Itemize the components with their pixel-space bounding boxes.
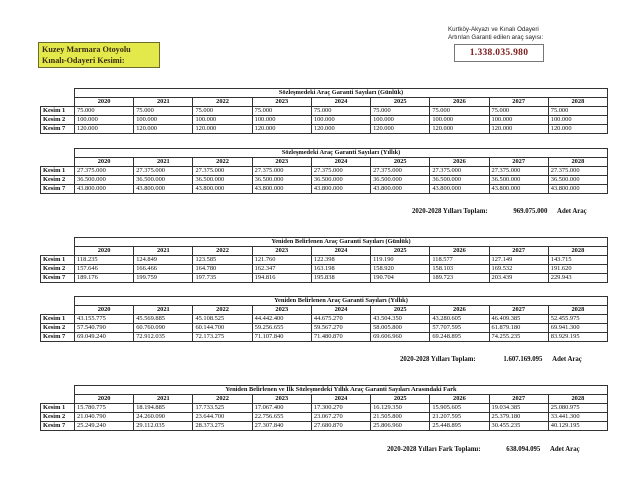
- year-header: 2027: [489, 395, 548, 404]
- year-header: 2025: [371, 98, 430, 107]
- table-cell: 195.838: [311, 274, 370, 283]
- revised-yearly-table: [40, 296, 608, 342]
- corner-blank: [41, 98, 75, 107]
- table-row: [41, 125, 608, 134]
- year-header: 2022: [193, 98, 252, 107]
- year-header: 2027: [489, 98, 548, 107]
- table-cell: 45.108.525: [193, 315, 252, 324]
- table-cell: 229.943: [548, 274, 607, 283]
- total-value: 638.094.095: [506, 446, 541, 453]
- table-row: [41, 116, 608, 125]
- table-cell: 157.646: [75, 265, 134, 274]
- year-header: 2026: [430, 98, 489, 107]
- year-header: 2026: [430, 306, 489, 315]
- corner-blank: [41, 395, 75, 404]
- year-header: 2021: [134, 98, 193, 107]
- table-cell: 36.500.000: [548, 176, 607, 185]
- table-cell: 33.441.300: [548, 413, 607, 422]
- table-cell: 36.500.000: [371, 176, 430, 185]
- contract-yearly-table: [40, 148, 608, 194]
- table-cell: 25.080.975: [548, 404, 607, 413]
- table-cell: 169.532: [489, 265, 548, 274]
- row-label: Kesim 7: [41, 422, 75, 431]
- table-cell: 36.500.000: [311, 176, 370, 185]
- corner-blank: [41, 158, 75, 167]
- year-header: 2028: [548, 158, 607, 167]
- year-header: 2024: [311, 247, 370, 256]
- table-cell: 69.606.960: [371, 333, 430, 342]
- table-title: Sözleşmedeki Araç Garanti Sayıları (Günlük): [75, 89, 608, 98]
- table-cell: 100.000: [489, 116, 548, 125]
- row-label: Kesim 2: [41, 413, 75, 422]
- table-cell: 75.000: [311, 107, 370, 116]
- table-row: [41, 413, 608, 422]
- table-cell: 189.723: [430, 274, 489, 283]
- total-value: 969.075.000: [513, 208, 548, 215]
- section-title: [38, 42, 160, 68]
- table-cell: 75.000: [134, 107, 193, 116]
- table-cell: 36.500.000: [75, 176, 134, 185]
- year-header: 2020: [75, 306, 134, 315]
- year-header: 2021: [134, 306, 193, 315]
- table-cell: 60.144.700: [193, 324, 252, 333]
- table-title: Yeniden Belirlenen ve İlk Sözleşmedeki Yıllık Araç Garanti Sayıları Arasındaki Fark: [75, 386, 608, 395]
- corner-blank: [41, 247, 75, 256]
- contract-daily-table: [40, 88, 608, 134]
- year-header: 2022: [193, 306, 252, 315]
- table-cell: 120.000: [311, 125, 370, 134]
- table-cell: 43.800.000: [75, 185, 134, 194]
- table-cell: 16.129.350: [371, 404, 430, 413]
- table-cell: 18.194.885: [134, 404, 193, 413]
- total-unit: Adet Araç: [557, 208, 587, 215]
- table-cell: 25.448.895: [430, 422, 489, 431]
- table-cell: 28.373.275: [193, 422, 252, 431]
- table-cell: 29.112.035: [134, 422, 193, 431]
- total-value: 1.607.169.095: [503, 356, 543, 363]
- table-cell: 27.375.000: [193, 167, 252, 176]
- year-header: 2025: [371, 247, 430, 256]
- year-header: 2027: [489, 247, 548, 256]
- year-header: 2021: [134, 247, 193, 256]
- table-cell: 21.505.800: [371, 413, 430, 422]
- table-cell: 83.929.195: [548, 333, 607, 342]
- table-cell: 15.905.605: [430, 404, 489, 413]
- table-cell: 120.000: [193, 125, 252, 134]
- total-unit: Adet Araç: [549, 446, 580, 453]
- table-cell: 40.129.195: [548, 422, 607, 431]
- table-cell: 30.455.235: [489, 422, 548, 431]
- table-cell: 21.040.790: [75, 413, 134, 422]
- corner-blank: [41, 386, 75, 395]
- table-cell: 43.800.000: [489, 185, 548, 194]
- table-cell: 43.800.000: [311, 185, 370, 194]
- year-header: 2023: [252, 306, 311, 315]
- table-cell: 71.107.840: [252, 333, 311, 342]
- table-cell: 75.000: [371, 107, 430, 116]
- year-header: 2020: [75, 247, 134, 256]
- table-cell: 27.375.000: [134, 167, 193, 176]
- table-cell: 100.000: [75, 116, 134, 125]
- year-header: 2028: [548, 247, 607, 256]
- table-cell: 69.941.300: [548, 324, 607, 333]
- table-cell: 118.235: [75, 256, 134, 265]
- table-cell: 43.280.605: [430, 315, 489, 324]
- table-cell: 69.248.895: [430, 333, 489, 342]
- table-cell: 121.760: [252, 256, 311, 265]
- increase-value-box: 1.338.035.980: [454, 44, 544, 62]
- total-revised-yearly: [400, 356, 582, 363]
- table-cell: 36.500.000: [489, 176, 548, 185]
- table-cell: 189.176: [75, 274, 134, 283]
- year-header: 2022: [193, 247, 252, 256]
- table-cell: 27.375.000: [371, 167, 430, 176]
- row-label: Kesim 7: [41, 185, 75, 194]
- table-cell: 69.049.240: [75, 333, 134, 342]
- increase-label: [448, 26, 608, 42]
- table-cell: 36.500.000: [134, 176, 193, 185]
- corner-blank: [41, 297, 75, 306]
- table-cell: 17.300.270: [311, 404, 370, 413]
- table-cell: 164.780: [193, 265, 252, 274]
- table-cell: 158.103: [430, 265, 489, 274]
- table-cell: 100.000: [134, 116, 193, 125]
- table-cell: 75.000: [252, 107, 311, 116]
- table-cell: 166.466: [134, 265, 193, 274]
- row-label: Kesim 7: [41, 274, 75, 283]
- table-cell: 60.760.090: [134, 324, 193, 333]
- year-header: 2028: [548, 98, 607, 107]
- table-cell: 27.375.000: [430, 167, 489, 176]
- table-cell: 120.000: [75, 125, 134, 134]
- increase-label-line-2: Artırılan Garanti edilen araç sayısı:: [448, 34, 544, 41]
- table-cell: 43.800.000: [252, 185, 311, 194]
- table-cell: 100.000: [193, 116, 252, 125]
- table-cell: 25.806.960: [371, 422, 430, 431]
- table-cell: 36.500.000: [252, 176, 311, 185]
- year-header: 2020: [75, 395, 134, 404]
- table-cell: 71.480.870: [311, 333, 370, 342]
- table-cell: 118.577: [430, 256, 489, 265]
- difference-yearly-table: [40, 385, 608, 431]
- table-cell: 72.912.035: [134, 333, 193, 342]
- table-row: [41, 176, 608, 185]
- table-cell: 45.569.885: [134, 315, 193, 324]
- table-cell: 43.800.000: [134, 185, 193, 194]
- year-header: 2021: [134, 395, 193, 404]
- table-row: [41, 167, 608, 176]
- table-cell: 120.000: [430, 125, 489, 134]
- table-cell: 25.379.180: [489, 413, 548, 422]
- table-title: Yeniden Belirlenen Araç Garanti Sayıları (Günlük): [75, 238, 608, 247]
- year-header: 2023: [252, 158, 311, 167]
- table-cell: 100.000: [252, 116, 311, 125]
- table-cell: 120.000: [252, 125, 311, 134]
- table-cell: 162.347: [252, 265, 311, 274]
- table-cell: 194.816: [252, 274, 311, 283]
- table-cell: 59.567.270: [311, 324, 370, 333]
- total-label: 2020-2028 Yılları Toplam:: [412, 208, 488, 215]
- table-cell: 15.780.775: [75, 404, 134, 413]
- table-cell: 23.644.700: [193, 413, 252, 422]
- table-cell: 120.000: [134, 125, 193, 134]
- table-cell: 143.715: [548, 256, 607, 265]
- table-cell: 27.375.000: [252, 167, 311, 176]
- year-header: 2027: [489, 306, 548, 315]
- table-cell: 120.000: [548, 125, 607, 134]
- table-cell: 163.198: [311, 265, 370, 274]
- table-title: Yeniden Belirlenen Araç Garanti Sayıları (Yıllık): [75, 297, 608, 306]
- table-cell: 19.034.385: [489, 404, 548, 413]
- table-row: [41, 404, 608, 413]
- table-row: [41, 274, 608, 283]
- row-label: Kesim 2: [41, 265, 75, 274]
- table-cell: 75.000: [489, 107, 548, 116]
- table-cell: 44.442.400: [252, 315, 311, 324]
- table-cell: 46.409.385: [489, 315, 548, 324]
- table-row: [41, 107, 608, 116]
- row-label: Kesim 2: [41, 324, 75, 333]
- table-cell: 27.375.000: [311, 167, 370, 176]
- table-cell: 100.000: [548, 116, 607, 125]
- total-unit: Adet Araç: [552, 356, 582, 363]
- table-cell: 61.879.180: [489, 324, 548, 333]
- row-label: Kesim 7: [41, 333, 75, 342]
- table-cell: 203.439: [489, 274, 548, 283]
- table-cell: 27.375.000: [489, 167, 548, 176]
- table-cell: 74.255.235: [489, 333, 548, 342]
- row-label: Kesim 2: [41, 176, 75, 185]
- year-header: 2025: [371, 158, 430, 167]
- table-cell: 75.000: [75, 107, 134, 116]
- year-header: 2024: [311, 395, 370, 404]
- table-cell: 24.260.090: [134, 413, 193, 422]
- table-cell: 27.375.000: [75, 167, 134, 176]
- table-cell: 43.504.350: [371, 315, 430, 324]
- table-cell: 43.800.000: [371, 185, 430, 194]
- total-contract-yearly: [412, 208, 587, 215]
- table-cell: 57.540.790: [75, 324, 134, 333]
- total-difference: [387, 446, 580, 453]
- table-cell: 191.620: [548, 265, 607, 274]
- year-header: 2020: [75, 158, 134, 167]
- revised-daily-table: [40, 237, 608, 283]
- table-title: Sözleşmedeki Araç Garanti Sayıları (Yıllık): [75, 149, 608, 158]
- table-cell: 122.398: [311, 256, 370, 265]
- corner-blank: [41, 149, 75, 158]
- year-header: 2028: [548, 306, 607, 315]
- year-header: 2022: [193, 158, 252, 167]
- year-header: 2020: [75, 98, 134, 107]
- table-cell: 23.067.270: [311, 413, 370, 422]
- year-header: 2024: [311, 306, 370, 315]
- table-cell: 52.455.975: [548, 315, 607, 324]
- table-row: [41, 265, 608, 274]
- table-cell: 100.000: [371, 116, 430, 125]
- table-cell: 17.067.400: [252, 404, 311, 413]
- table-cell: 44.675.270: [311, 315, 370, 324]
- year-header: 2023: [252, 395, 311, 404]
- title-line-1: Kuzey Marmara Otoyolu: [42, 45, 131, 54]
- table-cell: 127.149: [489, 256, 548, 265]
- table-cell: 190.704: [371, 274, 430, 283]
- table-cell: 124.849: [134, 256, 193, 265]
- table-cell: 59.256.655: [252, 324, 311, 333]
- table-row: [41, 324, 608, 333]
- row-label: Kesim 1: [41, 315, 75, 324]
- table-cell: 199.759: [134, 274, 193, 283]
- table-cell: 21.207.595: [430, 413, 489, 422]
- total-label: 2020-2028 Yılları Toplam:: [400, 356, 476, 363]
- table-row: [41, 185, 608, 194]
- year-header: 2024: [311, 158, 370, 167]
- row-label: Kesim 1: [41, 107, 75, 116]
- table-row: [41, 256, 608, 265]
- table-cell: 100.000: [311, 116, 370, 125]
- table-cell: 100.000: [430, 116, 489, 125]
- row-label: Kesim 1: [41, 167, 75, 176]
- corner-blank: [41, 238, 75, 247]
- table-cell: 43.800.000: [548, 185, 607, 194]
- table-cell: 36.500.000: [193, 176, 252, 185]
- table-cell: 43.800.000: [430, 185, 489, 194]
- table-row: [41, 422, 608, 431]
- table-row: [41, 333, 608, 342]
- year-header: 2025: [371, 306, 430, 315]
- table-cell: 123.585: [193, 256, 252, 265]
- year-header: 2026: [430, 395, 489, 404]
- table-cell: 57.707.595: [430, 324, 489, 333]
- year-header: 2026: [430, 158, 489, 167]
- corner-blank: [41, 89, 75, 98]
- year-header: 2027: [489, 158, 548, 167]
- table-cell: 27.307.840: [252, 422, 311, 431]
- table-cell: 25.249.240: [75, 422, 134, 431]
- table-cell: 43.800.000: [193, 185, 252, 194]
- table-cell: 58.005.800: [371, 324, 430, 333]
- table-cell: 75.000: [430, 107, 489, 116]
- increase-label-line-1: Kurtköy-Akyazı ve Kınalı Odayeri: [448, 26, 539, 33]
- year-header: 2028: [548, 395, 607, 404]
- row-label: Kesim 2: [41, 116, 75, 125]
- year-header: 2022: [193, 395, 252, 404]
- corner-blank: [41, 306, 75, 315]
- year-header: 2021: [134, 158, 193, 167]
- table-cell: 17.733.525: [193, 404, 252, 413]
- table-cell: 119.190: [371, 256, 430, 265]
- table-cell: 75.000: [193, 107, 252, 116]
- table-cell: 27.375.000: [548, 167, 607, 176]
- table-cell: 197.735: [193, 274, 252, 283]
- table-cell: 27.680.870: [311, 422, 370, 431]
- year-header: 2025: [371, 395, 430, 404]
- table-cell: 158.920: [371, 265, 430, 274]
- total-label: 2020-2028 Yılları Fark Toplamı:: [387, 446, 481, 453]
- row-label: Kesim 7: [41, 125, 75, 134]
- year-header: 2024: [311, 98, 370, 107]
- row-label: Kesim 1: [41, 404, 75, 413]
- year-header: 2023: [252, 247, 311, 256]
- table-cell: 36.500.000: [430, 176, 489, 185]
- year-header: 2026: [430, 247, 489, 256]
- year-header: 2023: [252, 98, 311, 107]
- table-row: [41, 315, 608, 324]
- title-line-2: Kınalı-Odayeri Kesimi:: [42, 56, 125, 65]
- table-cell: 72.173.275: [193, 333, 252, 342]
- table-cell: 120.000: [489, 125, 548, 134]
- row-label: Kesim 1: [41, 256, 75, 265]
- table-cell: 43.155.775: [75, 315, 134, 324]
- table-cell: 22.756.655: [252, 413, 311, 422]
- table-cell: 75.000: [548, 107, 607, 116]
- table-cell: 120.000: [371, 125, 430, 134]
